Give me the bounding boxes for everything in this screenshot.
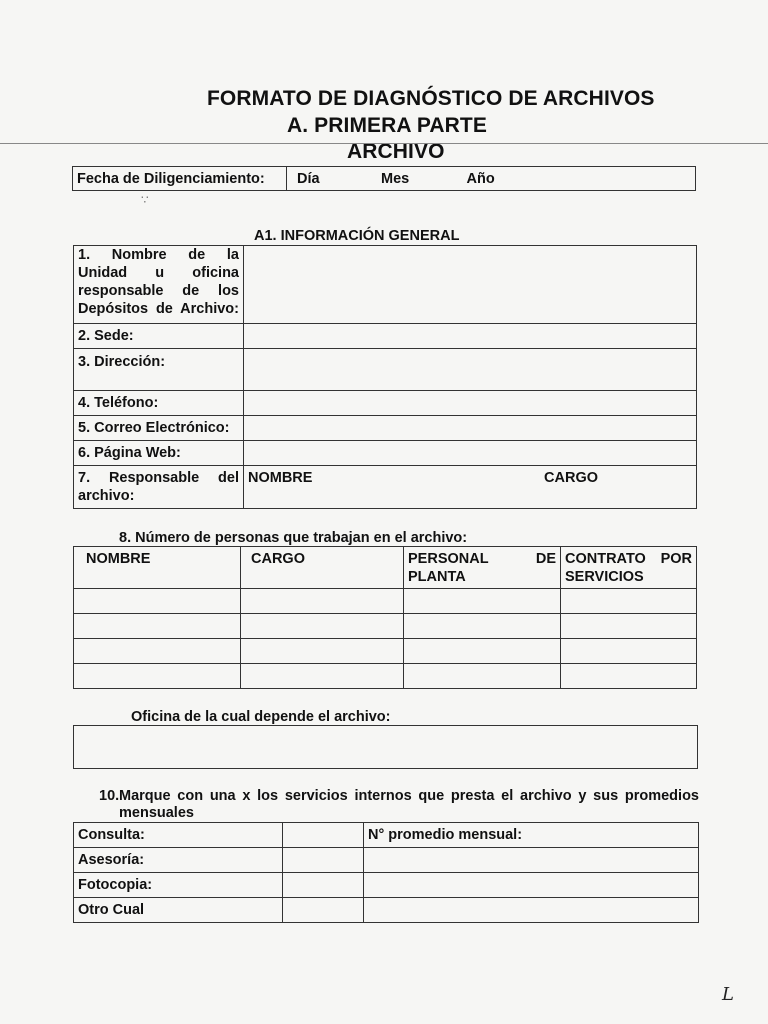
service-fotocopia-check[interactable] bbox=[283, 873, 364, 898]
scan-line bbox=[0, 143, 768, 144]
scan-speck: ∵ bbox=[141, 193, 149, 207]
form-section-title: ARCHIVO bbox=[347, 140, 445, 163]
row-direccion-value[interactable] bbox=[244, 349, 697, 391]
service-asesoria-average[interactable] bbox=[364, 848, 699, 873]
form-subtitle: A. PRIMERA PARTE bbox=[287, 114, 487, 137]
table-row bbox=[74, 614, 697, 639]
section-a1-heading: A1. INFORMACIÓN GENERAL bbox=[254, 228, 460, 244]
section-10-number: 10. bbox=[99, 788, 120, 804]
month-label: Mes bbox=[381, 170, 410, 187]
year-label: Año bbox=[466, 170, 495, 187]
row-web-label: 6. Página Web: bbox=[74, 441, 244, 466]
row-telefono-value[interactable] bbox=[244, 391, 697, 416]
row-unit-label: 1. Nombre de la Unidad u oficina responsable de los Depósitos de Archivo: bbox=[74, 246, 244, 324]
table-row bbox=[74, 664, 697, 689]
row-correo-value[interactable] bbox=[244, 416, 697, 441]
col-nombre: NOMBRE bbox=[74, 547, 241, 589]
services-table bbox=[73, 822, 699, 923]
office-input-box[interactable] bbox=[73, 725, 698, 769]
section-10-heading: Marque con una x los servicios internos que presta el archivo y sus promedios mensuales bbox=[119, 788, 699, 821]
table-row bbox=[74, 639, 697, 664]
service-otro-label: Otro Cual bbox=[74, 898, 283, 923]
staff-table bbox=[73, 546, 697, 689]
col-contrato-servicios: CONTRATO POR SERVICIOS bbox=[561, 547, 697, 589]
service-fotocopia-average[interactable] bbox=[364, 873, 699, 898]
row-telefono-label: 4. Teléfono: bbox=[74, 391, 244, 416]
col-cargo: CARGO bbox=[241, 547, 404, 589]
service-otro-check[interactable] bbox=[283, 898, 364, 923]
row-web-value[interactable] bbox=[244, 441, 697, 466]
general-info-table bbox=[73, 245, 697, 509]
table-row bbox=[74, 589, 697, 614]
row-sede-value[interactable] bbox=[244, 324, 697, 349]
row-responsable-label: 7. Responsable del archivo: bbox=[74, 466, 244, 509]
service-asesoria-label: Asesoría: bbox=[74, 848, 283, 873]
service-consulta-check[interactable] bbox=[283, 823, 364, 848]
service-otro-average[interactable] bbox=[364, 898, 699, 923]
responsable-cargo-label: CARGO bbox=[544, 470, 599, 486]
service-asesoria-check[interactable] bbox=[283, 848, 364, 873]
row-correo-label: 5. Correo Electrónico: bbox=[74, 416, 244, 441]
handwritten-mark: L bbox=[722, 984, 734, 1005]
monthly-average-label: N° promedio mensual: bbox=[364, 823, 699, 848]
form-title: FORMATO DE DIAGNÓSTICO DE ARCHIVOS bbox=[207, 87, 655, 110]
row-responsable-value[interactable] bbox=[244, 466, 697, 509]
date-fields[interactable] bbox=[287, 167, 696, 191]
office-heading: Oficina de la cual depende el archivo: bbox=[131, 709, 391, 725]
date-label: Fecha de Diligenciamiento: bbox=[73, 167, 287, 191]
service-consulta-label: Consulta: bbox=[74, 823, 283, 848]
responsable-name-label: NOMBRE bbox=[248, 470, 313, 486]
service-fotocopia-label: Fotocopia: bbox=[74, 873, 283, 898]
day-label: Día bbox=[297, 170, 320, 187]
date-table bbox=[72, 166, 696, 191]
row-direccion-label: 3. Dirección: bbox=[74, 349, 244, 391]
col-personal-planta: PERSONAL DE PLANTA bbox=[404, 547, 561, 589]
row-unit-value[interactable] bbox=[244, 246, 697, 324]
row-sede-label: 2. Sede: bbox=[74, 324, 244, 349]
section-8-heading: 8. Número de personas que trabajan en el archivo: bbox=[119, 530, 468, 546]
